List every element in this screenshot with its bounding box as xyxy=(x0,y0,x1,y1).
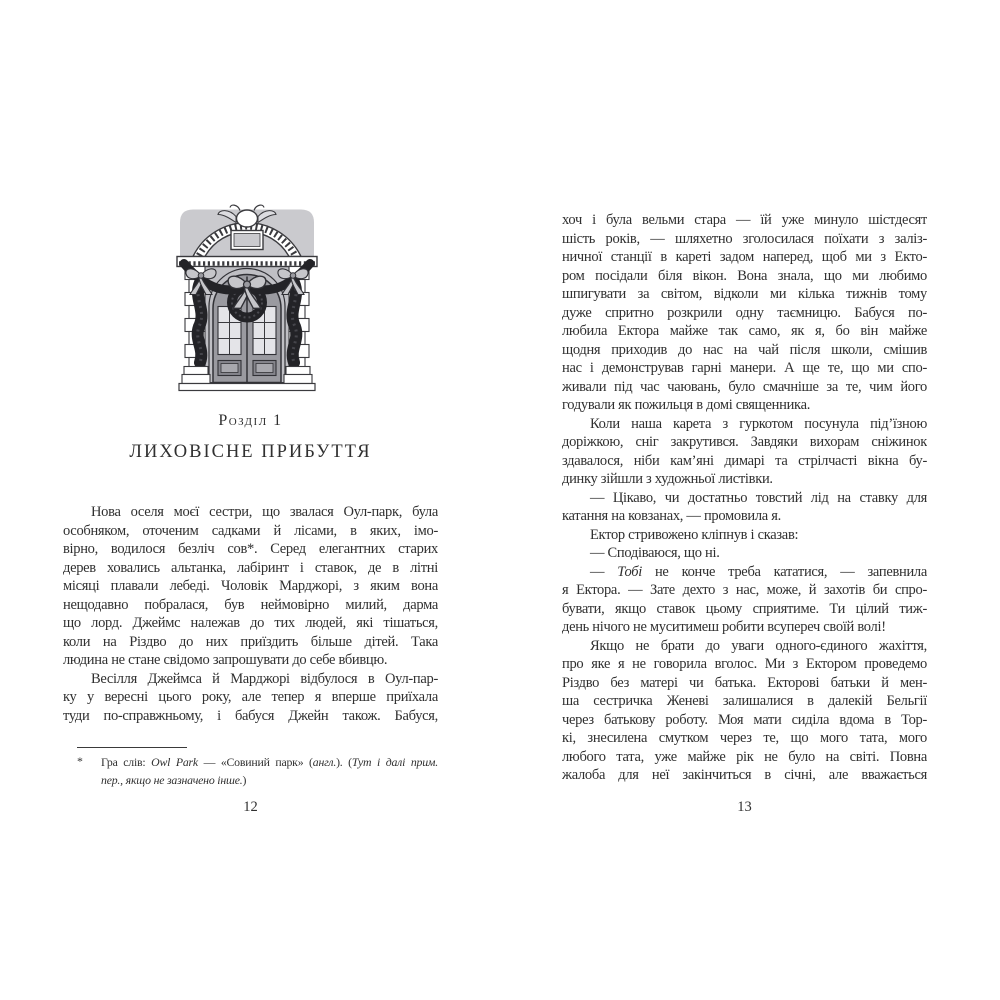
paragraph xyxy=(562,211,927,415)
text-line: Ектор стривожено кліпнув і сказав: xyxy=(590,526,799,543)
text-line: Весілля Джеймса й Марджорі відбулося в Оул-пар- xyxy=(91,670,438,687)
text-line: бувати, якщо ставок цьому сприятиме. Ти цілий тиж- xyxy=(562,600,927,617)
text-line: хоч і була вельми стара — їй уже минуло шістдесят xyxy=(562,212,927,228)
text-line: ку у вересні цього року, але тепер я вперше приїхала xyxy=(63,689,438,705)
footnote xyxy=(77,754,438,789)
left-page-body-text xyxy=(63,503,438,725)
text-line: місяці плавали лебеді. Чоловік Марджорі, з яким вона xyxy=(63,578,438,594)
text-line: кі, знесилена смутком через те, що мого тата, мого xyxy=(562,730,927,746)
footnote-marker: * xyxy=(77,754,83,768)
text-line: шість років, — шляхетно зголосилася поїхати з заліз- xyxy=(562,230,927,247)
text-line: туди по-справжньому, і бабуся Джейн також. Бабуся, xyxy=(63,707,438,724)
text-line: жалоба для неї закінчиться в січні, але вважається xyxy=(562,767,927,783)
text-line: щодня приходив до нас на чай після школи, смішив xyxy=(562,341,927,358)
text-line: Різдво без матері чи батька. Екторові батьки й мен- xyxy=(562,674,927,691)
page-number-right: 13 xyxy=(737,799,752,815)
text-line: ром посідали біля вікон. Вона знала, що ми любимо xyxy=(562,267,927,284)
paragraph xyxy=(562,544,927,563)
doorway-illustration-svg xyxy=(167,202,327,395)
text-line: ша сестричка Женеві залишалися в далекій Бельгії xyxy=(562,693,927,709)
text-line: коли на Різдво до них приїздить більше дітей. Така xyxy=(63,633,438,650)
text-line: дуже спритно розкрили одну таємницю. Бабуся по- xyxy=(562,304,927,321)
text-line: любила Ектора майже так само, як я, бо він майже xyxy=(562,323,927,339)
text-line: вірно, водилося безліч сов*. Серед елегантних старих xyxy=(63,541,438,557)
text-line: любого тата, уже майже рік не було на світі. Повна xyxy=(562,748,927,765)
paragraph xyxy=(63,503,438,670)
text-line: Нова оселя моєї сестри, що звалася Оул-парк, була xyxy=(91,504,438,520)
right-page-body-text xyxy=(562,211,927,785)
footnote-rule xyxy=(77,747,187,748)
text-line: Якщо не брати до уваги одного-єдиного жахіття, xyxy=(590,637,927,654)
text-line: — Сподіваюся, що ні. xyxy=(590,545,720,561)
text-line: особняком, оточеним садками й лісами, в яких, імо- xyxy=(63,522,438,539)
text-line: живали під час чаювань, було смачніше за те, чим його xyxy=(562,378,927,395)
paragraph xyxy=(562,526,927,545)
text-line: катання на ковзанах, — промовила я. xyxy=(562,508,781,524)
text-line: через батькову роботу. Моя мати сиділа вдома в Тор- xyxy=(562,711,927,728)
text-line: динку зійшли з художньої листівки. xyxy=(562,471,773,487)
text-line: дерев ховались альтанка, лабіринт і ставок, де в літні xyxy=(63,559,438,576)
text-line: я Ектора. — Зате дехто з нас, може, й захотів би спро- xyxy=(562,582,927,598)
paragraph xyxy=(562,637,927,785)
text-line: Коли наша карета з гуркотом посунула під’їзною xyxy=(590,415,927,432)
text-line: — Цікаво, чи достатньо товстий лід на ставку для xyxy=(590,489,927,506)
text-line: день нічого не муситимеш робити всупереч своїй волі! xyxy=(562,619,886,635)
text-line: про яке я не говорила вголос. Ми з Ектором проведемо xyxy=(562,656,927,672)
chapter-illustration xyxy=(167,202,327,395)
text-line: нещодавно побралася, був неймовірно милий, дарма xyxy=(63,596,438,613)
text-line: доріжкою, сніг закрутився. Завдяки вихорам сніжинок xyxy=(562,434,927,450)
text-line: нас і демонстрував гарні манери. А ще те, що ми спо- xyxy=(562,360,927,376)
text-line: шпигувати за світом, відколи ми кілька тижнів тому xyxy=(562,286,927,302)
paragraph xyxy=(63,670,438,726)
text-line: — Тобі не конче треба кататися, — запевнила xyxy=(590,563,927,580)
chapter-label: Розділ 1 xyxy=(218,412,283,429)
paragraph xyxy=(562,415,927,489)
paragraph xyxy=(562,563,927,637)
text-line: людина не стане свідомо запрошувати до себе вбивцю. xyxy=(63,652,388,668)
page-number-left: 12 xyxy=(243,799,258,815)
text-line: що лорд. Джеймс належав до тих людей, які тішаться, xyxy=(63,615,438,631)
footnote-text xyxy=(101,754,438,789)
text-line: годували як пожильця в домі священника. xyxy=(562,397,811,413)
chapter-title: ЛИХОВІСНЕ ПРИБУТТЯ xyxy=(129,442,372,462)
text-line: ничної станції в кареті задом наперед, щоб ми з Екто- xyxy=(562,249,927,265)
paragraph xyxy=(562,489,927,526)
text-line: здавалося, ніби кам’яні димарі та стрілчасті вікна бу- xyxy=(562,452,927,469)
footnote-line: Гра слів: Owl Park — «Совиний парк» (англ.). (Тут і далі прим. xyxy=(101,755,438,769)
footnote-line: пер., якщо не зазначено інше.) xyxy=(101,772,247,787)
